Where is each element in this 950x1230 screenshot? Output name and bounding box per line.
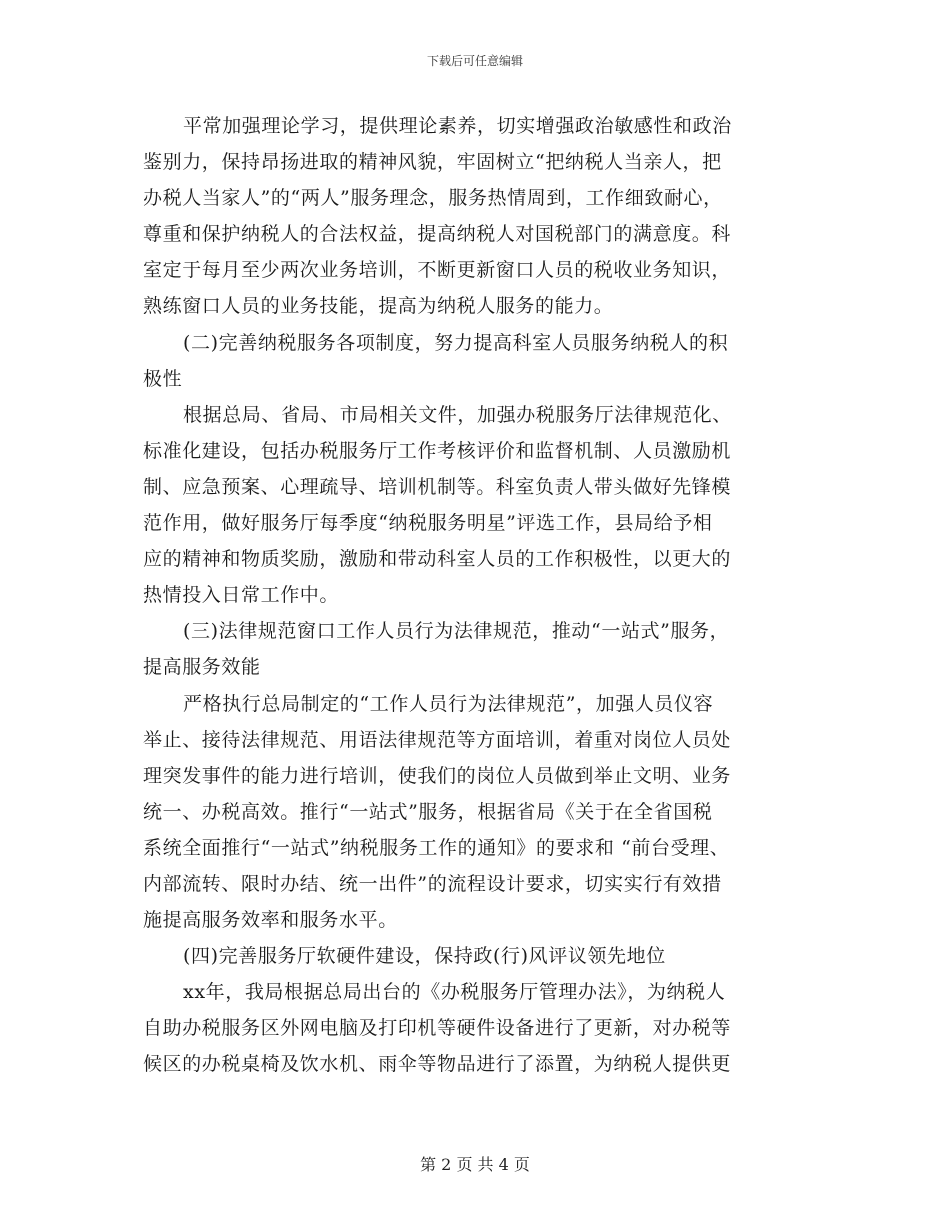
text-line: 严格执行总局制定的“工作人员行为法律规范”，加强人员仪容 [183, 692, 714, 715]
text-line: 标准化建设，包括办税服务厅工作考核评价和监督机制、人员激励机 [143, 439, 732, 462]
text-line: 平常加强理论学习，提供理论素养，切实增强政治敏感性和政治 [183, 115, 732, 137]
text-line: 鉴别力，保持昂扬进取的精神风貌，牢固树立“把纳税人当亲人，把 [143, 151, 722, 174]
document-body [143, 108, 833, 1083]
text-line: (三)法律规范窗口工作人员行为法律规范，推动“一站式”服务， [183, 620, 730, 643]
text-line: (四)完善服务厅软硬件建设，保持政(行)风评议领先地位 [183, 945, 666, 968]
text-line: 室定于每月至少两次业务培训，不断更新窗口人员的税收业务知识， [143, 259, 732, 282]
text-line: 范作用，做好服务厅每季度“纳税服务明星”评选工作，县局给予相 [143, 512, 713, 535]
text-line: 尊重和保护纳税人的合法权益，提高纳税人对国税部门的满意度。科 [143, 223, 732, 246]
text-line: 制、应急预案、心理疏导、培训机制等。科室负责人带头做好先锋模 [143, 475, 732, 498]
text-line: (二)完善纳税服务各项制度，努力提高科室人员服务纳税人的积 [183, 331, 729, 354]
text-line: 根据总局、省局、市局相关文件，加强办税服务厅法律规范化、 [183, 403, 732, 426]
text-line: 熟练窗口人员的业务技能，提高为纳税人服务的能力。 [143, 295, 614, 318]
text-line: 系统全面推行“一站式”纳税服务工作的通知》的要求和 “前台受理、 [143, 836, 730, 859]
text-line: 内部流转、限时办结、统一出件”的流程设计要求，切实实行有效措 [143, 872, 722, 895]
text-line: 举止、接待法律规范、用语法律规范等方面培训，着重对岗位人员处 [143, 728, 732, 751]
text-line: 办税人当家人”的“两人”服务理念，服务热情周到，工作细致耐心， [143, 187, 723, 210]
text-line: 应的精神和物质奖励，激励和带动科室人员的工作积极性，以更大的 [143, 548, 732, 571]
text-line: 理突发事件的能力进行培训，使我们的岗位人员做到举止文明、业务 [143, 764, 732, 787]
text-line: 候区的办税桌椅及饮水机、雨伞等物品进行了添置，为纳税人提供更 [143, 1053, 732, 1076]
text-line: 施提高服务效率和服务水平。 [143, 909, 398, 932]
page-number-footer: 第 2 页 共 4 页 [420, 1155, 530, 1174]
text-line: 热情投入日常工作中。 [143, 584, 340, 607]
text-line: 统一、办税高效。推行“一站式”服务，根据省局《关于在全省国税 [143, 800, 713, 823]
text-line: xx年，我局根据总局出台的《办税服务厅管理办法》，为纳税人 [183, 981, 726, 1004]
text-line: 极性 [143, 367, 183, 390]
text-line: 提高服务效能 [143, 656, 261, 679]
text-line: 自助办税服务区外网电脑及打印机等硬件设备进行了更新，对办税等 [143, 1017, 732, 1040]
page-header-note: 下载后可任意编辑 [426, 54, 523, 68]
